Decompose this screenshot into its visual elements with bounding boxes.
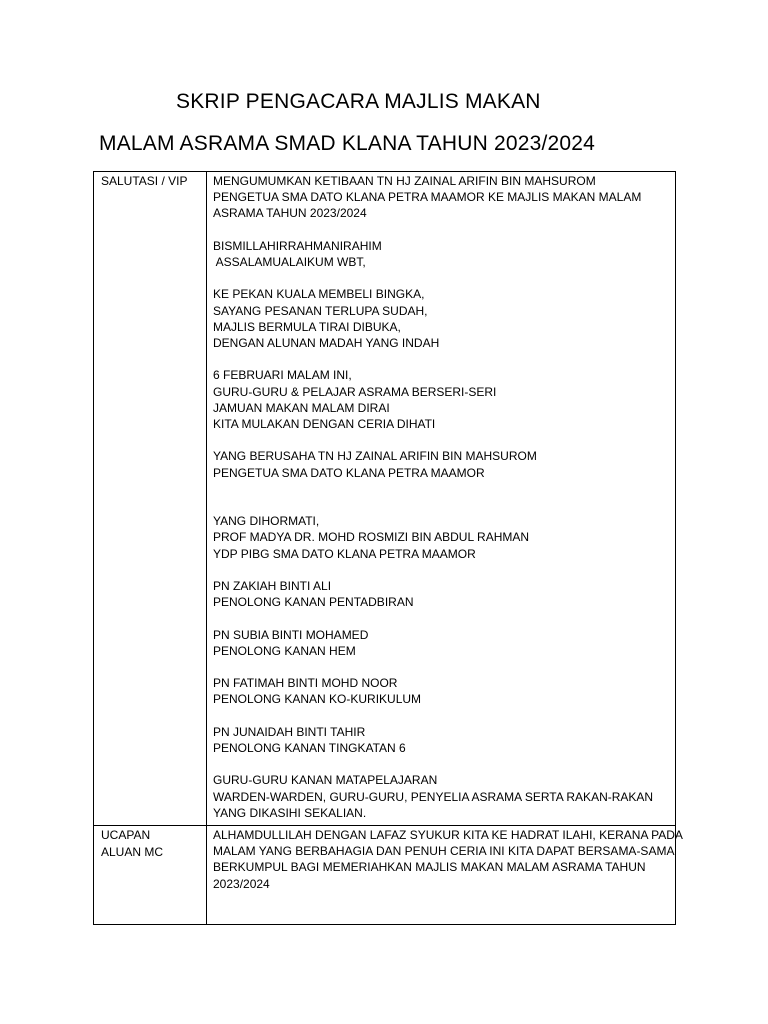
table-row-ucapan (94, 826, 676, 925)
blank-line (213, 610, 671, 626)
row-label-line: UCAPAN (101, 828, 151, 842)
blank-line (213, 432, 671, 448)
content-line: GURU-GURU & PELAJAR ASRAMA BERSERI-SERI (213, 384, 497, 399)
content-line: GURU-GURU KANAN MATAPELAJARAN (213, 773, 438, 788)
content-line: PENOLONG KANAN TINGKATAN 6 (213, 740, 406, 755)
blank-line (213, 270, 671, 286)
content-line: ASSALAMUALAIKUM WBT, (213, 255, 366, 269)
document-title-line-2: MALAM ASRAMA SMAD KLANA TAHUN 2023/2024 (99, 132, 596, 155)
content-line: PENGETUA SMA DATO KLANA PETRA MAAMOR (213, 465, 485, 480)
blank-line (213, 756, 671, 772)
content-line: PROF MADYA DR. MOHD ROSMIZI BIN ABDUL RAHMAN (213, 530, 530, 545)
content-line: KITA MULAKAN DENGAN CERIA DIHATI (213, 417, 436, 431)
table-row-salutasi (94, 172, 676, 826)
content-line: PN SUBIA BINTI MOHAMED (213, 627, 369, 642)
blank-line (213, 708, 671, 724)
blank-line (213, 222, 671, 238)
blank-line (213, 481, 671, 513)
content-line: DENGAN ALUNAN MADAH YANG INDAH (213, 336, 440, 350)
content-line: MALAM YANG BERBAHAGIA DAN PENUH CERIA INI KITA DAPAT BERSAMA-SAMA (213, 844, 675, 859)
row-label-line: ALUAN MC (101, 844, 164, 859)
row-content-salutasi (207, 172, 676, 826)
row-label-ucapan (94, 826, 207, 925)
content-line: PN FATIMAH BINTI MOHD NOOR (213, 676, 398, 691)
content-line: SAYANG PESANAN TERLUPA SUDAH, (213, 303, 428, 318)
blank-line (213, 562, 671, 578)
content-line: WARDEN-WARDEN, GURU-GURU, PENYELIA ASRAMA SERTA RAKAN-RAKAN (213, 789, 654, 804)
content-line: BERKUMPUL BAGI MEMERIAHKAN MAJLIS MAKAN MALAM ASRAMA TAHUN (213, 860, 646, 875)
content-line: PENOLONG KANAN HEM (213, 643, 356, 658)
content-line: 2023/2024 (213, 876, 270, 891)
content-line: PENOLONG KANAN KO-KURIKULUM (213, 692, 422, 707)
document-title-line-1: SKRIP PENGACARA MAJLIS MAKAN (176, 90, 541, 113)
content-line: ASRAMA TAHUN 2023/2024 (213, 206, 367, 221)
row-content-ucapan (207, 826, 683, 925)
content-line: PENOLONG KANAN PENTADBIRAN (213, 595, 414, 610)
content-line: JAMUAN MAKAN MALAM DIRAI (213, 400, 390, 415)
content-line: YANG DIHORMATI, (213, 514, 320, 529)
content-line: YANG BERUSAHA TN HJ ZAINAL ARIFIN BIN MAHSUROM (213, 449, 537, 464)
content-line: KE PEKAN KUALA MEMBELI BINGKA, (213, 287, 425, 302)
content-line: PENGETUA SMA DATO KLANA PETRA MAAMOR KE MAJLIS MAKAN MALAM (213, 190, 642, 205)
content-line: PN JUNAIDAH BINTI TAHIR (213, 724, 366, 739)
row-label-salutasi: SALUTASI / VIP (94, 172, 207, 826)
content-line: MENGUMUMKAN KETIBAAN TN HJ ZAINAL ARIFIN BIN MAHSUROM (213, 174, 596, 188)
blank-line (213, 351, 671, 367)
content-line: ALHAMDULLILAH DENGAN LAFAZ SYUKUR KITA KE HADRAT ILAHI, KERANA PADA (213, 828, 683, 842)
content-line: 6 FEBRUARI MALAM INI, (213, 368, 352, 383)
content-line: YDP PIBG SMA DATO KLANA PETRA MAAMOR (213, 546, 476, 561)
blank-line (213, 659, 671, 675)
content-line: MAJLIS BERMULA TIRAI DIBUKA, (213, 319, 401, 334)
content-line: YANG DIKASIHI SEKALIAN. (213, 805, 367, 820)
content-line: PN ZAKIAH BINTI ALI (213, 578, 332, 593)
script-table (93, 171, 683, 925)
content-line: BISMILLAHIRRAHMANIRAHIM (213, 238, 382, 253)
